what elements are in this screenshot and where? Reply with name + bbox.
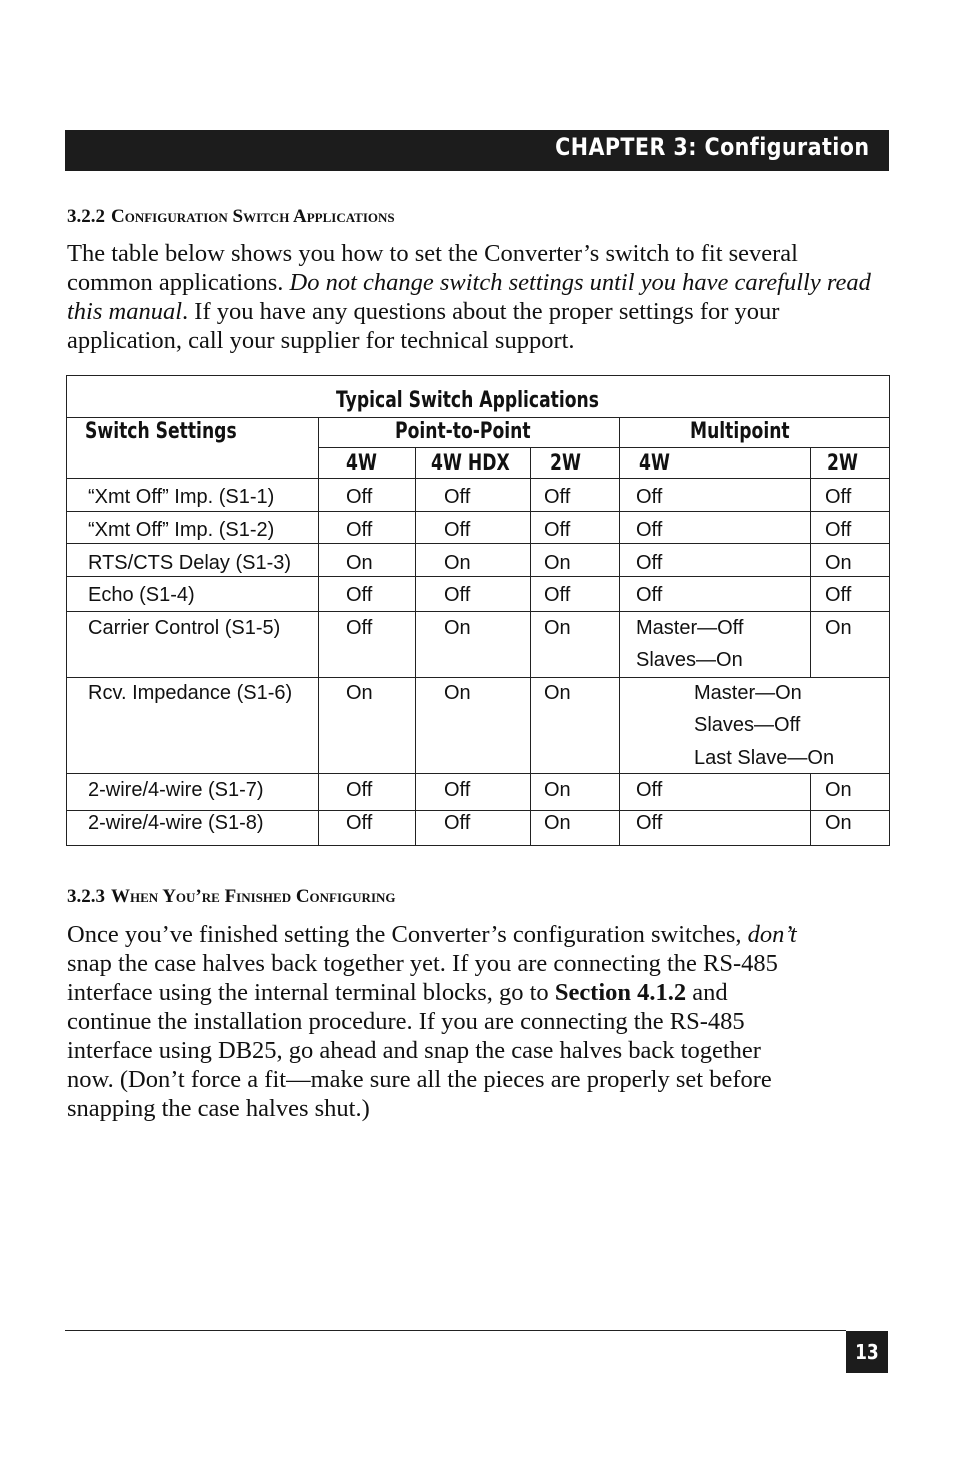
table-cell: Off (444, 812, 471, 834)
table-cell: On (825, 552, 852, 574)
table-cell: Off (636, 584, 663, 606)
table-cell: On (825, 617, 852, 639)
table-rule (67, 810, 889, 811)
table-column-rule (318, 417, 319, 845)
table-title: Typical Switch Applications (336, 388, 599, 413)
table-cell: On (346, 682, 373, 704)
section-number: 3.2.2 (67, 206, 105, 227)
paragraph-italic-text: this manual (67, 298, 183, 325)
table-cell: Off (544, 486, 571, 508)
row-label: Echo (S1-4) (88, 584, 195, 606)
paragraph-line: now. (Don’t force a fit—make sure all the pieces are properly set before (67, 1066, 772, 1093)
table-column-rule (530, 447, 531, 845)
table-cell: Off (825, 584, 852, 606)
page-number: 13 (855, 1340, 879, 1364)
paragraph-line: interface using DB25, go ahead and snap the case halves back together (67, 1037, 761, 1064)
paragraph-line: application, call your supplier for technical support. (67, 327, 575, 354)
row-label: RTS/CTS Delay (S1-3) (88, 552, 292, 574)
row-label: 2-wire/4-wire (S1-8) (88, 812, 264, 834)
table-cell: Off (636, 486, 663, 508)
table-cell: Off (544, 519, 571, 541)
table-rule (67, 677, 889, 678)
table-cell: On (444, 617, 471, 639)
column-header-ptp-4w: 4W (346, 451, 377, 476)
table-cell: On (544, 812, 571, 834)
chapter-title: CHAPTER 3: Configuration (555, 133, 870, 161)
paragraph-line: snapping the case halves shut.) (67, 1095, 370, 1122)
paragraph-line: continue the installation procedure. If you are connecting the RS-485 (67, 1008, 745, 1035)
table-cell: Off (444, 584, 471, 606)
table-cell: Last Slave—On (694, 747, 835, 769)
footer-rule (65, 1330, 846, 1331)
table-cell: Off (825, 519, 852, 541)
table-cell: Off (636, 519, 663, 541)
section-heading-3-2-2 (67, 206, 395, 228)
table-cell: Off (636, 552, 663, 574)
row-label: 2-wire/4-wire (S1-7) (88, 779, 264, 801)
table-rule (318, 447, 889, 448)
table-cell: Off (444, 779, 471, 801)
section-heading-3-2-3 (67, 886, 396, 908)
table-cell: On (544, 617, 571, 639)
section-title: When You’re Finished Configuring (111, 886, 396, 907)
table-cell: Off (544, 584, 571, 606)
table-rule (67, 576, 889, 577)
table-cell: Slaves—On (636, 649, 743, 671)
table-cell: On (544, 552, 571, 574)
table-cell: Off (636, 779, 663, 801)
paragraph-line (67, 978, 897, 1007)
paragraph-text: Once you’ve finished setting the Converter’s configuration switches, (67, 921, 748, 948)
table-rule (67, 773, 889, 774)
multipoint-header: Multipoint (690, 419, 790, 444)
section-title: Configuration Switch Applications (111, 206, 395, 227)
point-to-point-header: Point-to-Point (395, 419, 531, 444)
row-label: “Xmt Off” Imp. (S1-2) (88, 519, 275, 541)
intro-paragraph (67, 239, 897, 355)
column-header-ptp-4w-hdx: 4W HDX (431, 451, 510, 476)
table-cell: On (825, 779, 852, 801)
table-cell: On (444, 552, 471, 574)
table-rule (67, 511, 889, 512)
table-rule (67, 417, 889, 418)
table-cell: Slaves—Off (694, 714, 801, 736)
paragraph-line: The table below shows you how to set the Converter’s switch to fit several (67, 240, 798, 267)
table-cell: Master—On (694, 682, 802, 704)
column-header-multi-4w: 4W (639, 451, 670, 476)
table-cell: On (346, 552, 373, 574)
switch-settings-header: Switch Settings (85, 419, 237, 444)
paragraph-line: snap the case halves back together yet. If you are connecting the RS-485 (67, 950, 778, 977)
table-cell: Off (346, 519, 373, 541)
table-cell: Off (444, 519, 471, 541)
table-rule (67, 543, 889, 544)
table-cell: Off (346, 617, 373, 639)
table-column-rule (810, 773, 811, 845)
table-cell: On (825, 812, 852, 834)
section-number: 3.2.3 (67, 886, 105, 907)
table-cell: Master—Off (636, 617, 744, 639)
section-reference: Section 4.1.2 (554, 979, 687, 1006)
paragraph-text: and (686, 979, 728, 1006)
column-header-multi-2w: 2W (827, 451, 858, 476)
paragraph-text: . If you have any questions about the proper settings for your (182, 298, 780, 325)
row-label: Carrier Control (S1-5) (88, 617, 281, 639)
paragraph-line (67, 268, 897, 297)
paragraph-text: common applications. (67, 269, 290, 296)
table-cell: Off (346, 779, 373, 801)
table-cell: On (544, 779, 571, 801)
paragraph-line (67, 297, 897, 326)
row-label: “Xmt Off” Imp. (S1-1) (88, 486, 275, 508)
paragraph-line (67, 920, 897, 949)
paragraph-text: interface using the internal terminal blocks, go to (67, 979, 555, 1006)
paragraph-italic-text: don’t (747, 921, 797, 948)
table-cell: Off (346, 486, 373, 508)
table-rule (67, 478, 889, 479)
table-cell: On (544, 682, 571, 704)
table-column-rule (415, 447, 416, 845)
table-cell: Off (346, 812, 373, 834)
switch-applications-table (66, 375, 890, 846)
row-label: Rcv. Impedance (S1-6) (88, 682, 293, 704)
column-header-ptp-2w: 2W (550, 451, 581, 476)
table-column-rule (619, 417, 620, 845)
table-cell: Off (346, 584, 373, 606)
table-cell: Off (636, 812, 663, 834)
finishing-paragraph (67, 920, 897, 1123)
chapter-header-bar (65, 130, 889, 171)
table-column-rule (810, 447, 811, 677)
table-cell: On (444, 682, 471, 704)
table-cell: Off (444, 486, 471, 508)
page-number-box (846, 1331, 888, 1373)
table-cell: Off (825, 486, 852, 508)
table-rule (67, 611, 889, 612)
paragraph-italic-text: Do not change switch settings until you have carefully read (289, 269, 871, 296)
